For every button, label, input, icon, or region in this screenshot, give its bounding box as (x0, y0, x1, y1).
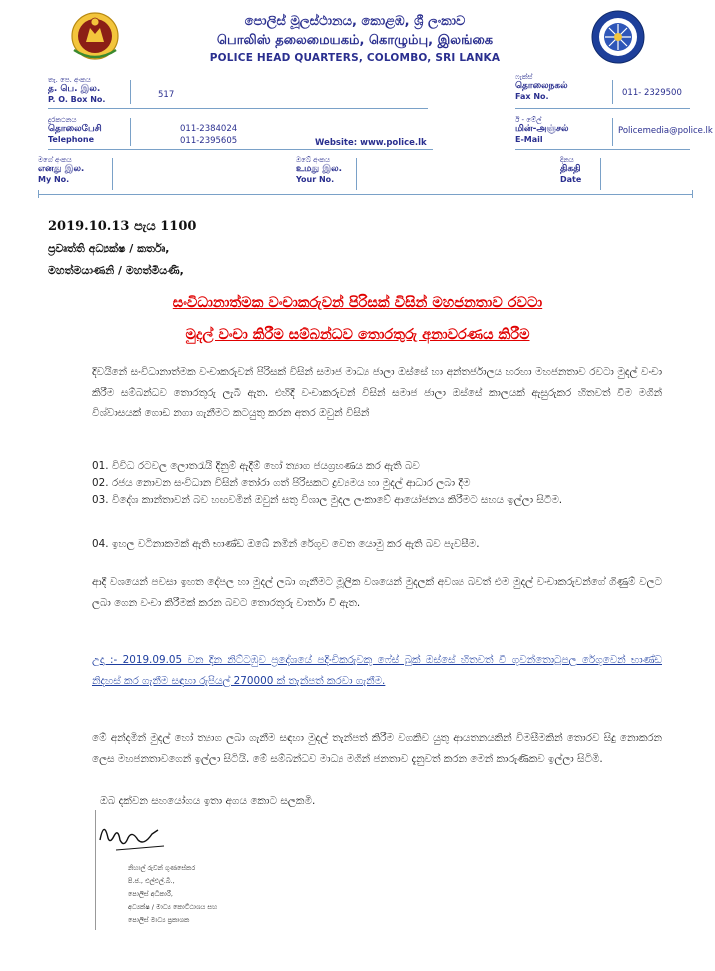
header-title-sinhala: පොලිස් මූලස්ථානය, කොළඹ, ශ්‍රී ලංකාව (244, 14, 466, 29)
date-label: දිනය திகதி Date (560, 156, 582, 184)
pobox-value: 517 (158, 90, 175, 100)
closing-line: ඔබ දක්වන සහයෝගය ඉතා අගය කොට සලකමි. (100, 795, 316, 807)
my-no-label: මගේ අංකය எனது இல. My No. (38, 156, 85, 184)
paragraph-intro: දිවයිනේ සංවිධානාත්මක වංචාකරුවන් පිරිසක් විසින් සමාජ මාධ්‍ය ජාලා ඔස්සේ හා අන්තර්ජාලය හරහා මහජනතාව රවටා මුදල් වංචා කිරීම සම්බන්ධව තොරතුරු ලැබී ඇත. එහිදී වංචාකරුවන් විසින් සමාජ ජාලා ඔස්සේ කාලයක් ඇසුරුකර හිතවත් වීම මගින් විශ්වාසයක් ගොඩ නගා ගැනීමට කටයුතු කරන අතර ඔවුන් විසින් (92, 366, 662, 419)
telephone-label: දුරකථනය தொலைபேசி Telephone (48, 116, 102, 144)
header-title-english: POLICE HEAD QUARTERS, COLOMBO, SRI LANKA (209, 52, 501, 64)
list-item-1: 01. විවිධ රටවල ලොතරැයි දිනුම් ඇදීම් හෝ ත්‍යාග ජයග්‍රහණය කර ඇති බව (92, 460, 420, 472)
example-incident: උදා :- 2019.09.05 වන දින නිට්ටඹුව ප්‍රදේශයේ පදිංචිකරුවකු ෆේස් බුක් ඔස්සේ හිතවත් වී ගුවන්තොටුපල රේගුවෙන් භාණ්ඩ නිදහස් කර ගැනීම සඳහා රුපියල් 270000 ක් තැන්පත් කරවා ගැනීම. (92, 654, 662, 687)
email-label: ඊ - මේල් மின்-அஞ்சல் E-Mail (515, 116, 569, 144)
email-value[interactable]: Policemedia@police.lk (618, 126, 713, 136)
your-no-label: ඔබේ අංකය உமது இல. Your No. (296, 156, 342, 184)
subject-line-2: මුදල් වංචා කිරීම සම්බන්ධව තොරතුරු අනාවරණය කිරීම (185, 327, 530, 343)
signatory-title: අධ්‍යක්ෂ / මාධ්‍ය කොට්ඨාශය සහ (128, 903, 218, 911)
fax-label: ෆැක්ස් தொலைநகல் Fax No. (515, 73, 568, 101)
pobox-label: තැ. පෙ. අංකය த. பெ. இல. P. O. Box No. (48, 76, 106, 104)
police-emblem-icon (590, 8, 646, 66)
telephone-value-1: 011-2384024 (180, 124, 238, 134)
list-item-2: 02. රජය නොවන සංවිධාන විසින් තෝරා ගත් පිරිසකට ද්‍රව්‍යමය හා මුදල් ආධාර ලබා දීම (92, 477, 471, 489)
signatory-role: පොලිස් මාධ්‍ය ප්‍රකාශක (128, 916, 190, 924)
greeting-recipient: ප්‍රවෘත්ති අධ්‍යක්ෂ / කර්තෘ, (48, 242, 170, 255)
greeting-salutation: මහත්මයාණනි / මහත්මියණි, (48, 264, 184, 277)
website: Website: www.police.lk (315, 138, 427, 148)
signatory-qualifications: පි.ජ., එල්එල්.බී., (128, 877, 175, 885)
signatory-name: නිහාල් රුවන් ගුණසේකර (128, 864, 196, 872)
paragraph-request: මේ අන්දමින් මුදල් හෝ ත්‍යාග ලබා ගැනීම සඳහා මුදල් තැන්පත් කිරීම වගකිව යුතු ආයතනයකින් විමසීමකින් තොරව සිදු නොකරන ලෙස මහජනතාවගෙන් ඉල්ලා සිටියි. මේ සම්බන්ධව මාධ්‍ය මගින් ජනතාව දැනුවත් කරන මෙන් කාරුණිකව ඉල්ලා සිටිමි. (92, 732, 662, 765)
header-title-tamil: பொலிஸ் தலைமையகம், கொழும்பு, இலங்கை (216, 33, 494, 48)
signatory-rank: පොලිස් අධිකාරී, (128, 890, 173, 898)
list-item-4: 04. ඉහල වටිනාකමක් ඇති භාණ්ඩ ඔබේ නමින් රේගුව වෙත යොමු කර ඇති බව පැවසීම. (92, 538, 480, 550)
paragraph-details: ආදී වශයෙන් පවසා ඉහත දේපල හා මුදල් ලබා ගැනීමට මූලික වශයෙන් මුදලක් අවශ්‍ය බවත් එම මුදල් වංචාකරුවන්ගේ ගිණුම් වලට ලබා ගෙන වංචා කිරීමක් කරන බවට තොරතුරු වාර්තා වී ඇත. (92, 576, 662, 609)
website-link[interactable]: www.police.lk (360, 138, 427, 148)
signatory-block (128, 862, 217, 927)
fax-value: 011- 2329500 (622, 88, 682, 98)
list-item-3: 03. විදේශ කාන්තාවන් බව හඟවමින් ඔවුන් සතු විශාල මුදල ලංකාවේ ආයෝජනය කිරීමට සහය ඉල්ලා සිටීම. (92, 494, 563, 506)
signature-icon (94, 810, 172, 858)
sri-lanka-emblem-icon (66, 10, 124, 62)
subject-line-1: සංවිධානාත්මක වංචාකරුවන් පිරිසක් විසින් මහජනතාව රවටා (172, 295, 543, 311)
letter-date: 2019.10.13 පැය 1100 (48, 219, 197, 234)
telephone-value-2: 011-2395605 (180, 136, 238, 146)
